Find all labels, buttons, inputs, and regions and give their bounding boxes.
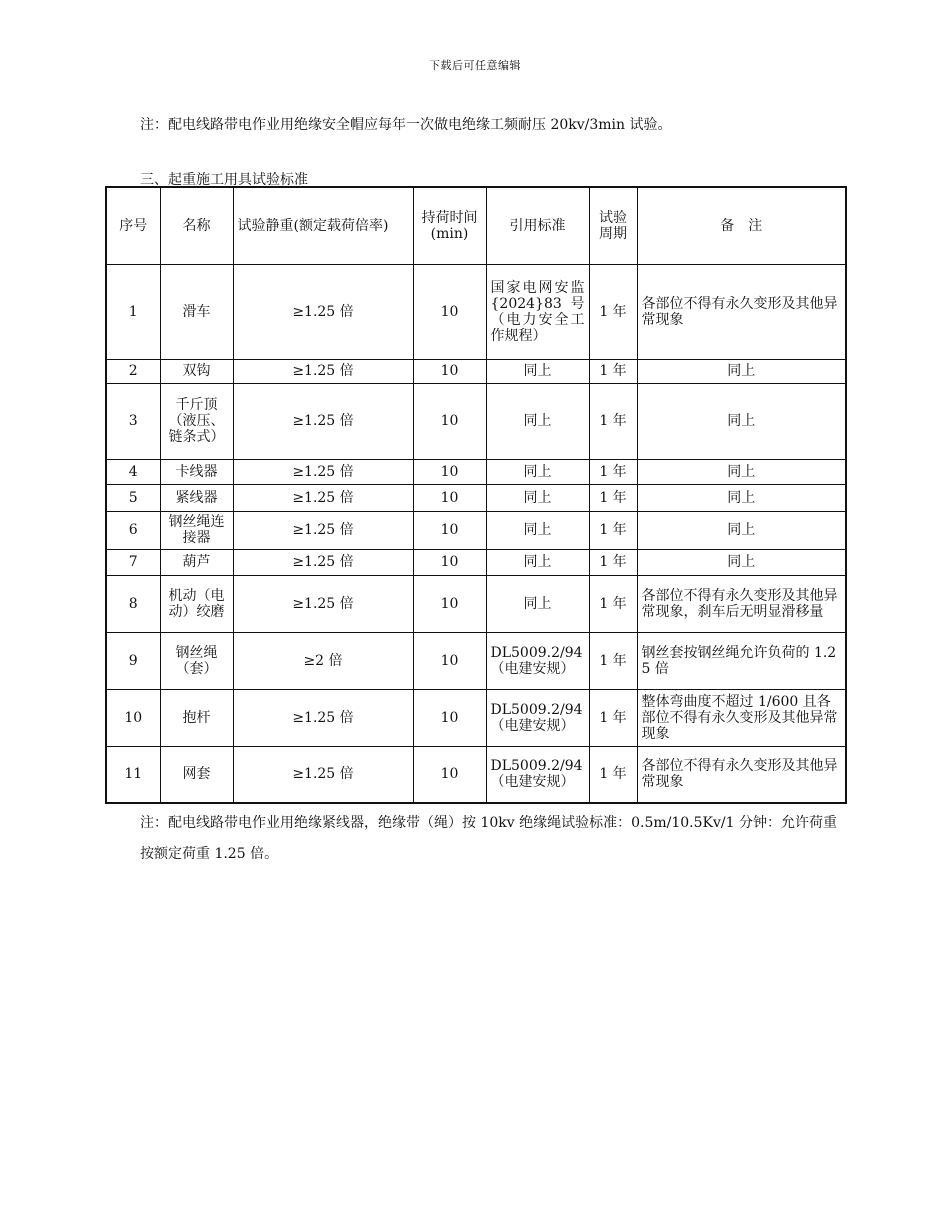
- row-duration: 10: [413, 459, 486, 484]
- table-header-row: [106, 187, 846, 264]
- lifting-tools-test-table: [105, 186, 847, 804]
- header-static-load: 试验静重(额定载荷倍率): [233, 187, 413, 264]
- row-remark: 同上: [637, 383, 846, 459]
- table-row: [106, 484, 846, 511]
- row-remark: 整体弯曲度不超过 1/600 且各部位不得有永久变形及其他异常现象: [637, 689, 846, 746]
- row-duration: 10: [413, 484, 486, 511]
- row-seq: 2: [106, 359, 160, 383]
- row-name: 滑车: [160, 264, 233, 359]
- row-load: ≥1.25 倍: [233, 511, 413, 549]
- row-load: ≥1.25 倍: [233, 689, 413, 746]
- row-remark: 同上: [637, 459, 846, 484]
- section-title: 三、起重施工用具试验标准: [140, 172, 308, 188]
- row-load: ≥1.25 倍: [233, 746, 413, 803]
- table-row: [106, 746, 846, 803]
- row-period: 1 年: [589, 264, 637, 359]
- row-period: 1 年: [589, 459, 637, 484]
- row-name: 双钩: [160, 359, 233, 383]
- row-load: ≥1.25 倍: [233, 264, 413, 359]
- row-name: 钢丝绳连接器: [160, 511, 233, 549]
- row-load: ≥1.25 倍: [233, 549, 413, 575]
- row-duration: 10: [413, 632, 486, 689]
- row-duration: 10: [413, 549, 486, 575]
- row-load: ≥2 倍: [233, 632, 413, 689]
- row-name: 千斤顶（液压、链条式）: [160, 383, 233, 459]
- row-remark: 同上: [637, 511, 846, 549]
- row-standard: 国家电网安监{2024}83 号（电力安全工作规程）: [486, 264, 589, 359]
- row-period: 1 年: [589, 484, 637, 511]
- row-remark: 各部位不得有永久变形及其他异常现象: [637, 746, 846, 803]
- row-name: 机动（电动）绞磨: [160, 575, 233, 632]
- row-standard: 同上: [486, 383, 589, 459]
- header-period: 试验周期: [589, 187, 637, 264]
- table-row: [106, 383, 846, 459]
- table-row: [106, 511, 846, 549]
- row-duration: 10: [413, 575, 486, 632]
- row-period: 1 年: [589, 383, 637, 459]
- row-period: 1 年: [589, 746, 637, 803]
- row-name: 抱杆: [160, 689, 233, 746]
- row-duration: 10: [413, 746, 486, 803]
- row-seq: 8: [106, 575, 160, 632]
- header-duration: 持荷时间 (min): [413, 187, 486, 264]
- table-row: [106, 264, 846, 359]
- row-duration: 10: [413, 511, 486, 549]
- row-standard: 同上: [486, 484, 589, 511]
- row-load: ≥1.25 倍: [233, 383, 413, 459]
- helmet-test-note: 注：配电线路带电作业用绝缘安全帽应每年一次做电绝缘工频耐压 20kv/3min 试验。: [140, 117, 672, 133]
- row-remark: 钢丝套按钢丝绳允许负荷的 1.25 倍: [637, 632, 846, 689]
- table-row: [106, 549, 846, 575]
- row-load: ≥1.25 倍: [233, 575, 413, 632]
- row-load: ≥1.25 倍: [233, 484, 413, 511]
- row-seq: 5: [106, 484, 160, 511]
- row-standard: 同上: [486, 511, 589, 549]
- row-seq: 3: [106, 383, 160, 459]
- header-seq: 序号: [106, 187, 160, 264]
- row-standard: DL5009.2/94（电建安规）: [486, 632, 589, 689]
- header-standard: 引用标准: [486, 187, 589, 264]
- row-remark: 同上: [637, 484, 846, 511]
- row-seq: 7: [106, 549, 160, 575]
- table-row: [106, 359, 846, 383]
- row-duration: 10: [413, 359, 486, 383]
- row-load: ≥1.25 倍: [233, 459, 413, 484]
- row-seq: 1: [106, 264, 160, 359]
- insulation-test-note: 注：配电线路带电作业用绝缘紧线器，绝缘带（绳）按 10kv 绝缘绳试验标准：0.5m/10.5Kv/1 分钟：允许荷重按额定荷重 1.25 倍。: [140, 815, 837, 862]
- row-period: 1 年: [589, 575, 637, 632]
- row-period: 1 年: [589, 359, 637, 383]
- header-name: 名称: [160, 187, 233, 264]
- row-name: 卡线器: [160, 459, 233, 484]
- row-name: 紧线器: [160, 484, 233, 511]
- row-remark: 同上: [637, 359, 846, 383]
- row-seq: 9: [106, 632, 160, 689]
- row-name: 网套: [160, 746, 233, 803]
- table-row: [106, 689, 846, 746]
- table-row: [106, 459, 846, 484]
- row-period: 1 年: [589, 511, 637, 549]
- row-remark: 各部位不得有永久变形及其他异常现象: [637, 264, 846, 359]
- row-duration: 10: [413, 383, 486, 459]
- row-seq: 4: [106, 459, 160, 484]
- row-remark: 同上: [637, 549, 846, 575]
- row-load: ≥1.25 倍: [233, 359, 413, 383]
- header-remark: 备 注: [637, 187, 846, 264]
- row-standard: 同上: [486, 549, 589, 575]
- row-standard: 同上: [486, 575, 589, 632]
- row-period: 1 年: [589, 689, 637, 746]
- row-name: 葫芦: [160, 549, 233, 575]
- row-standard: 同上: [486, 359, 589, 383]
- row-standard: DL5009.2/94（电建安规）: [486, 689, 589, 746]
- table-row: [106, 575, 846, 632]
- row-standard: 同上: [486, 459, 589, 484]
- table-row: [106, 632, 846, 689]
- row-period: 1 年: [589, 632, 637, 689]
- row-duration: 10: [413, 264, 486, 359]
- row-standard: DL5009.2/94（电建安规）: [486, 746, 589, 803]
- row-name: 钢丝绳（套）: [160, 632, 233, 689]
- row-seq: 11: [106, 746, 160, 803]
- page-header: 下载后可任意编辑: [429, 59, 521, 72]
- row-duration: 10: [413, 689, 486, 746]
- row-seq: 10: [106, 689, 160, 746]
- row-seq: 6: [106, 511, 160, 549]
- row-remark: 各部位不得有永久变形及其他异常现象，刹车后无明显滑移量: [637, 575, 846, 632]
- row-period: 1 年: [589, 549, 637, 575]
